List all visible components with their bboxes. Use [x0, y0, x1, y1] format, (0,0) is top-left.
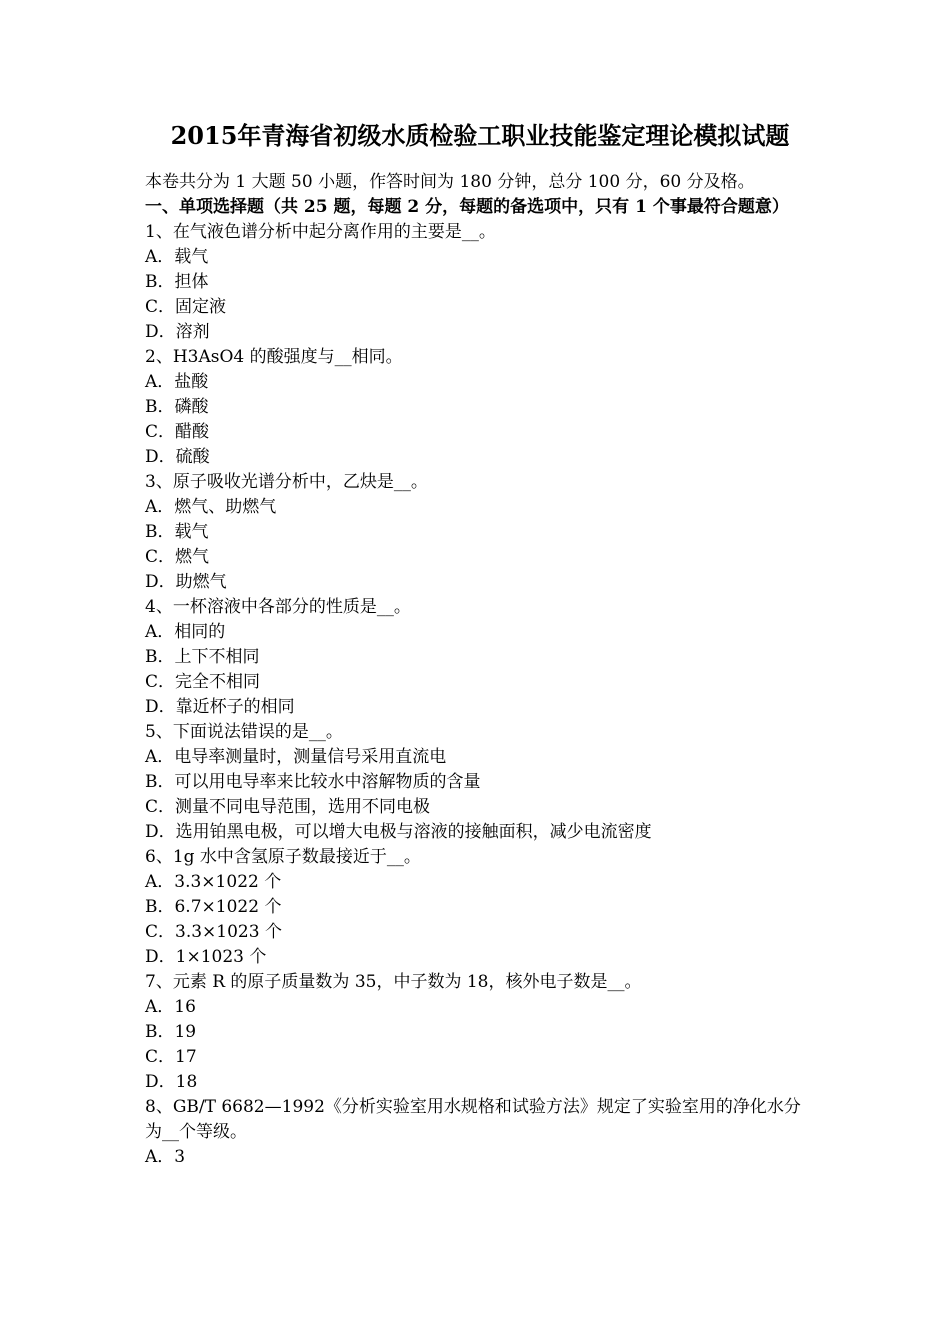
question-stem: 6、1g 水中含氢原子数最接近于__。: [145, 847, 421, 867]
question-2: [145, 345, 815, 470]
question-4: [145, 595, 815, 720]
exam-intro: 本卷共分为 1 大题 50 小题，作答时间为 180 分钟，总分 100 分，60 分及格。: [145, 172, 755, 192]
option-a: A．载气: [145, 247, 209, 267]
option-c: C．17: [145, 1047, 197, 1067]
option-d: D．助燃气: [145, 572, 227, 592]
question-stem: 5、下面说法错误的是__。: [145, 722, 343, 742]
option-a: A．3: [145, 1147, 186, 1167]
option-a: A．相同的: [145, 622, 226, 642]
document-title: 2015年青海省初级水质检验工职业技能鉴定理论模拟试题: [170, 121, 790, 150]
option-c: C．燃气: [145, 547, 210, 567]
option-a: A．电导率测量时，测量信号采用直流电: [145, 747, 447, 767]
question-stem: 7、元素 R 的原子质量数为 35，中子数为 18，核外电子数是__。: [145, 972, 642, 992]
option-d: D．1×1023 个: [145, 947, 267, 967]
question-8: [145, 1095, 815, 1170]
option-b: B．载气: [145, 522, 209, 542]
option-c: C．醋酸: [145, 422, 210, 442]
option-b: B．19: [145, 1022, 197, 1042]
option-b: B．可以用电导率来比较水中溶解物质的含量: [145, 772, 481, 792]
question-3: [145, 470, 815, 595]
question-1: [145, 220, 815, 345]
option-b: B．磷酸: [145, 397, 209, 417]
question-stem: 4、一杯溶液中各部分的性质是__。: [145, 597, 411, 617]
option-a: A．燃气、助燃气: [145, 497, 277, 517]
option-a: A．盐酸: [145, 372, 209, 392]
option-b: B．上下不相同: [145, 647, 260, 667]
option-c: C．3.3×1023 个: [145, 922, 282, 942]
option-a: A．3.3×1022 个: [145, 872, 282, 892]
question-stem: 1、在气液色谱分析中起分离作用的主要是__。: [145, 222, 496, 242]
question-6: [145, 845, 815, 970]
question-7: [145, 970, 815, 1095]
option-b: B．6.7×1022 个: [145, 897, 282, 917]
option-d: D．靠近杯子的相同: [145, 697, 295, 717]
question-5: [145, 720, 815, 845]
option-d: D．溶剂: [145, 322, 210, 342]
option-d: D．18: [145, 1072, 198, 1092]
option-d: D．硫酸: [145, 447, 210, 467]
document-page: [145, 118, 815, 1170]
question-stem: 3、原子吸收光谱分析中，乙炔是__。: [145, 472, 428, 492]
question-stem: 2、H3AsO4 的酸强度与__相同。: [145, 347, 403, 367]
option-d: D．选用铂黑电极，可以增大电极与溶液的接触面积，减少电流密度: [145, 822, 652, 842]
option-a: A．16: [145, 997, 196, 1017]
option-b: B．担体: [145, 272, 209, 292]
question-stem: 8、GB/T 6682—1992《分析实验室用水规格和试验方法》规定了实验室用的净化水分为__个等级。: [145, 1097, 801, 1142]
option-c: C．固定液: [145, 297, 227, 317]
option-c: C．测量不同电导范围，选用不同电极: [145, 797, 431, 817]
section-title: 一、单项选择题（共 25 题，每题 2 分，每题的备选项中，只有 1 个事最符合题意）: [145, 197, 789, 217]
option-c: C．完全不相同: [145, 672, 261, 692]
